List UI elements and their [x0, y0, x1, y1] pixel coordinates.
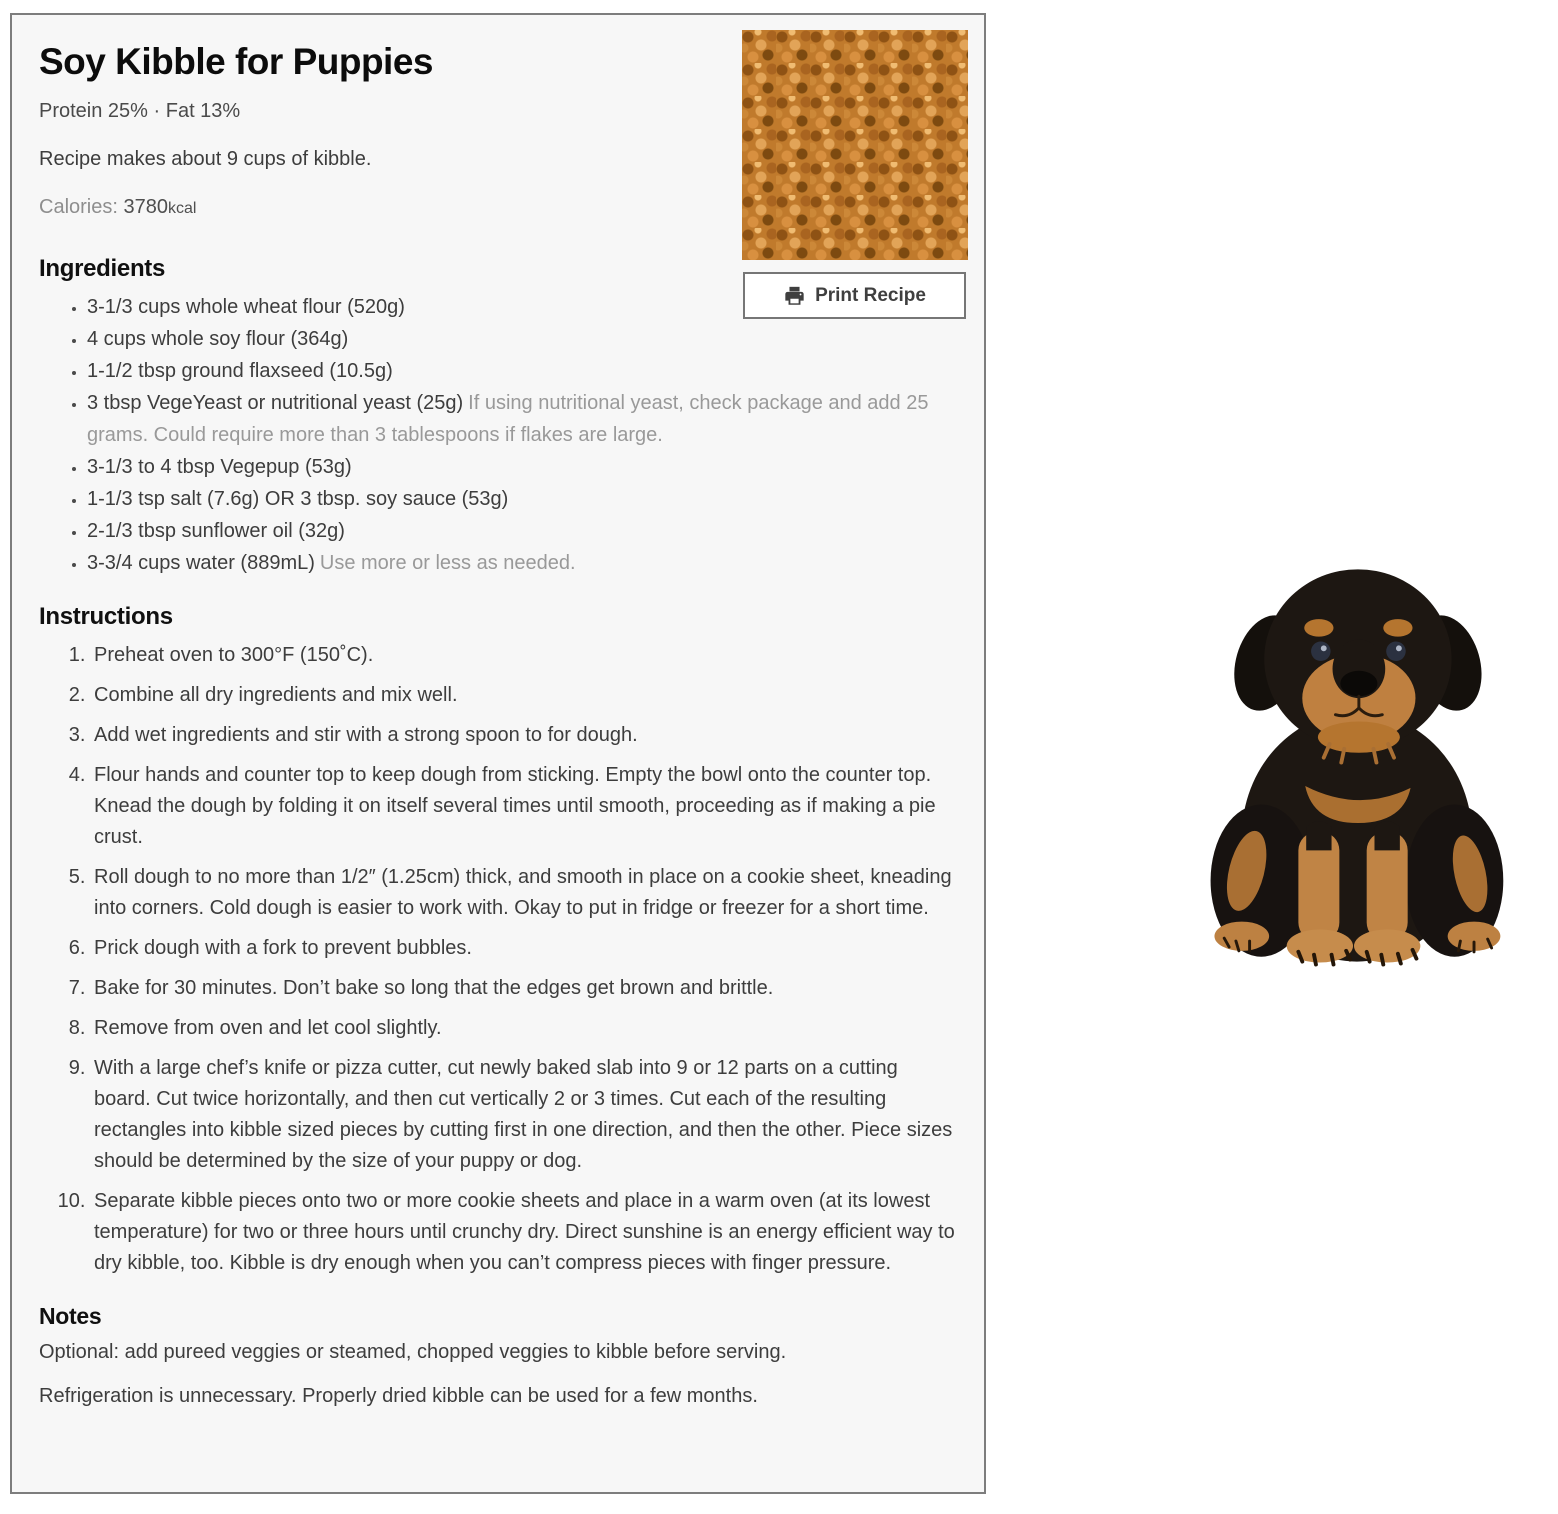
instruction-step: 7. Bake for 30 minutes. Don’t bake so long that the edges get brown and brittle.: [91, 973, 957, 1004]
ingredient-item: • 3 tbsp VegeYeast or nutritional yeast (25g) If using nutritional yeast, check package and add 25 grams. Could require more than 3 tablespoons if flakes are large.: [87, 387, 957, 451]
instructions-heading: Instructions: [39, 603, 173, 631]
calories-label: Calories:: [39, 195, 118, 218]
instruction-step: 6. Prick dough with a fork to prevent bubbles.: [91, 933, 957, 964]
notes-heading: Notes: [39, 1303, 102, 1330]
instruction-step: 5. Roll dough to no more than 1/2″ (1.25cm) thick, and smooth in place on a cookie sheet, kneading into corners. Cold dough is easier to work with. Okay to put in fridge or freezer for a short time.: [91, 862, 957, 924]
ingredient-item: • 1-1/3 tsp salt (7.6g) OR 3 tbsp. soy sauce (53g): [87, 483, 957, 515]
note-paragraph: Optional: add pureed veggies or steamed, chopped veggies to kibble before serving.: [39, 1340, 787, 1363]
instruction-step: 1. Preheat oven to 300°F (150˚C).: [91, 640, 957, 671]
recipe-card: [10, 13, 986, 1494]
ingredient-note: If using nutritional yeast, check package and add 25 grams. Could require more than 3 tablespoons if flakes are large.: [87, 392, 929, 447]
calories-value: 3780: [123, 195, 168, 218]
print-recipe-label: Print Recipe: [815, 284, 926, 306]
instruction-step: 2. Combine all dry ingredients and mix well.: [91, 680, 957, 711]
instruction-step: 4. Flour hands and counter top to keep dough from sticking. Empty the bowl onto the counter top. Knead the dough by folding it on itself several times until smooth, proceeding as if making a pie crust.: [91, 760, 957, 853]
macros-line: Protein 25% · Fat 13%: [39, 99, 241, 122]
print-recipe-button[interactable]: [743, 272, 966, 319]
instructions-list: [39, 640, 957, 1279]
printer-icon: [783, 285, 806, 307]
ingredient-item: • 1-1/2 tbsp ground flaxseed (10.5g): [87, 355, 957, 387]
instruction-step: 3. Add wet ingredients and stir with a strong spoon to for dough.: [91, 720, 957, 751]
ingredient-item: • 3-3/4 cups water (889mL) Use more or less as needed.: [87, 547, 957, 579]
page-title: Soy Kibble for Puppies: [39, 41, 433, 82]
note-paragraph: Refrigeration is unnecessary. Properly dried kibble can be used for a few months.: [39, 1384, 758, 1407]
instruction-step: 8. Remove from oven and let cool slightly.: [91, 1013, 957, 1044]
instruction-step: 9. With a large chef’s knife or pizza cutter, cut newly baked slab into 9 or 12 parts on a cutting board. Cut twice horizontally, and then cut vertically 2 or 3 times. Cut each of the resulting rectangles into kibble sized pieces by cutting first in one direction, and then the other. Piece sizes should be determined by the size of your puppy or dog.: [91, 1053, 957, 1177]
ingredient-note: Use more or less as needed.: [319, 552, 576, 575]
calories-unit: kcal: [167, 199, 197, 217]
ingredients-heading: Ingredients: [39, 254, 166, 282]
ingredient-item: • 4 cups whole soy flour (364g): [87, 323, 957, 355]
rottweiler-puppy-photo: [1193, 542, 1515, 985]
ingredients-list: [39, 291, 957, 579]
yield-line: Recipe makes about 9 cups of kibble.: [39, 147, 372, 170]
ingredient-item: • 3-1/3 cups whole wheat flour (520g): [87, 291, 957, 323]
ingredient-item: • 2-1/3 tbsp sunflower oil (32g): [87, 515, 957, 547]
notes-body: [39, 1337, 957, 1411]
kibble-photo: [742, 30, 968, 260]
instruction-step: 10. Separate kibble pieces onto two or more cookie sheets and place in a warm oven (at its lowest temperature) for two or three hours until crunchy dry. Direct sunshine is an energy efficient way to dry kibble, too. Kibble is dry enough when you can’t compress pieces with finger pressure.: [91, 1186, 957, 1279]
ingredient-item: • 3-1/3 to 4 tbsp Vegepup (53g): [87, 451, 957, 483]
